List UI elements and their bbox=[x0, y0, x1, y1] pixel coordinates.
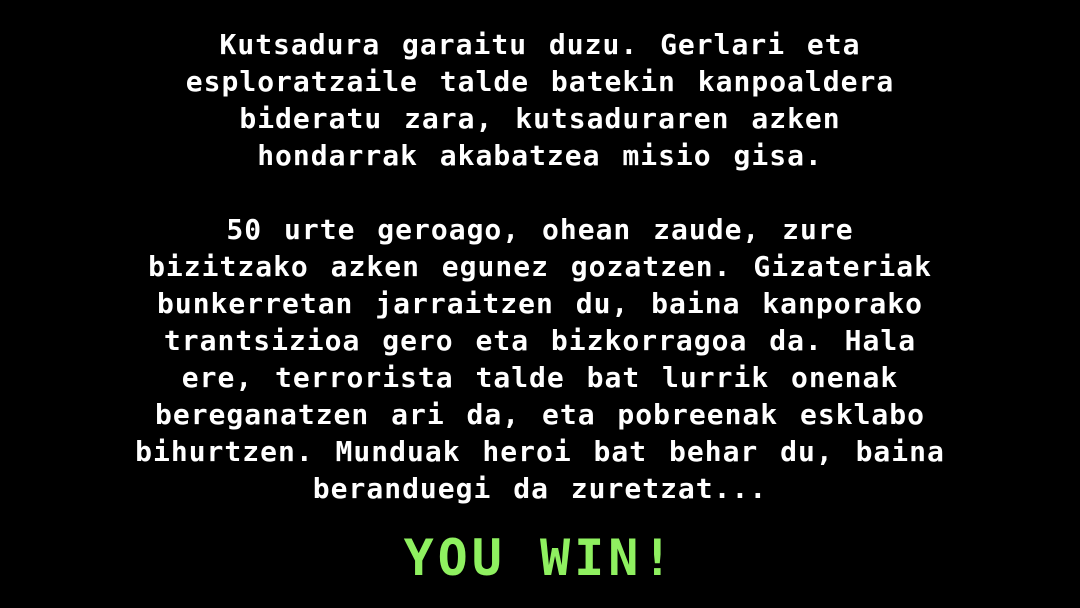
story-line: beranduegi da zuretzat... bbox=[312, 472, 768, 505]
story-line: bunkerretan jarraitzen du, baina kanporako bbox=[156, 287, 923, 320]
story-line: ere, terrorista talde bat lurrik onenak bbox=[181, 361, 899, 394]
story-line: bizitzako azken egunez gozatzen. Gizateriak bbox=[148, 250, 932, 283]
story-line: bihurtzen. Munduak heroi bat behar du, baina bbox=[135, 435, 945, 468]
story-line: hondarrak akabatzea misio gisa. bbox=[257, 139, 823, 172]
story-line: bereganatzen ari da, eta pobreenak esklabo bbox=[154, 398, 925, 431]
story-paragraph-1 bbox=[40, 26, 1040, 174]
story-line: bideratu zara, kutsaduraren azken bbox=[239, 102, 841, 135]
story-line: Kutsadura garaitu duzu. Gerlari eta bbox=[219, 28, 861, 61]
story-paragraph-2 bbox=[40, 211, 1040, 507]
story-line: trantsizioa gero eta bizkorragoa da. Hala bbox=[163, 324, 917, 357]
story-line: esploratzaile talde batekin kanpoaldera bbox=[185, 65, 895, 98]
story-line: 50 urte geroago, ohean zaude, zure bbox=[226, 213, 854, 246]
you-win-title: YOU WIN! bbox=[403, 529, 677, 587]
